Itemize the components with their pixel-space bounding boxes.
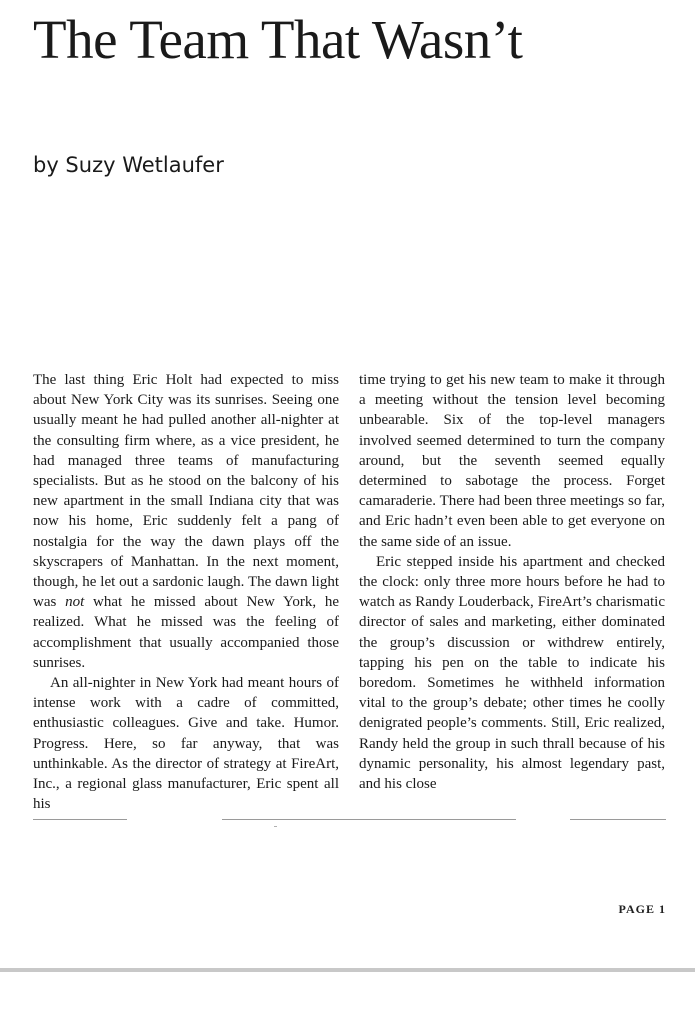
footer-mark [274,826,277,827]
text-column-left [33,370,339,814]
text-column-right [359,370,665,794]
footer-rule-center [222,819,516,820]
paragraph-text: The last thing Eric Holt had expected to miss about New York City was its sunrises. Seeing one usually meant he had pulled another all-nighter at the consulting firm where, as a vice president, he had managed three teams of manufacturing specialists. But as he stood on the balcony of his new apartment in the small Indiana city that was now his home, Eric suddenly felt a pang of nostalgia for the way the dawn plays off the skyscrapers of Manhattan. In the next moment, though, he let out a sardonic laugh. The dawn light was [33,372,339,611]
article-title: The Team That Wasn’t [33,9,523,70]
emphasis-text: not [65,594,85,611]
footer-rule-right [570,819,666,820]
page-number: PAGE 1 [618,902,666,916]
article-byline: by Suzy Wetlaufer [33,153,224,177]
footer-rule-left [33,819,127,820]
page-bottom-border [0,968,695,972]
paragraph-text: what he missed about New York, he realized. What he missed was the feeling of accomplishment that usually accompanied those sunrises. [33,594,340,671]
paragraph: time trying to get his new team to make it through a meeting without the tension level becoming unbearable. Six of the top-level managers involved seemed determined to turn the company around, but the seventh seemed equally determined to sabotage the process. Forget camaraderie. There had been three meetings so far, and Eric hadn’t even been able to get everyone on the same side of an issue. [359,372,665,550]
paragraph: Eric stepped inside his apartment and checked the clock: only three more hours before he had to watch as Randy Louderback, FireArt’s charismatic director of sales and marketing, either dominated the group’s discussion or withdrew entirely, tapping his pen on the table to indicate his boredom. Sometimes he withheld information vital to the group’s debate; other times he coolly denigrated people’s comments. Still, Eric realized, Randy held the group in such thrall because of his dynamic personality, his almost legendary past, and his close [359,553,665,793]
paragraph [33,370,339,673]
paragraph: An all-nighter in New York had meant hours of intense work with a cadre of committed, enthusiastic colleagues. Give and take. Humor. Progress. Here, so far anyway, that was unthinkable. As the director of strategy at FireArt, Inc., a regional glass manufacturer, Eric spent all his [33,675,339,813]
